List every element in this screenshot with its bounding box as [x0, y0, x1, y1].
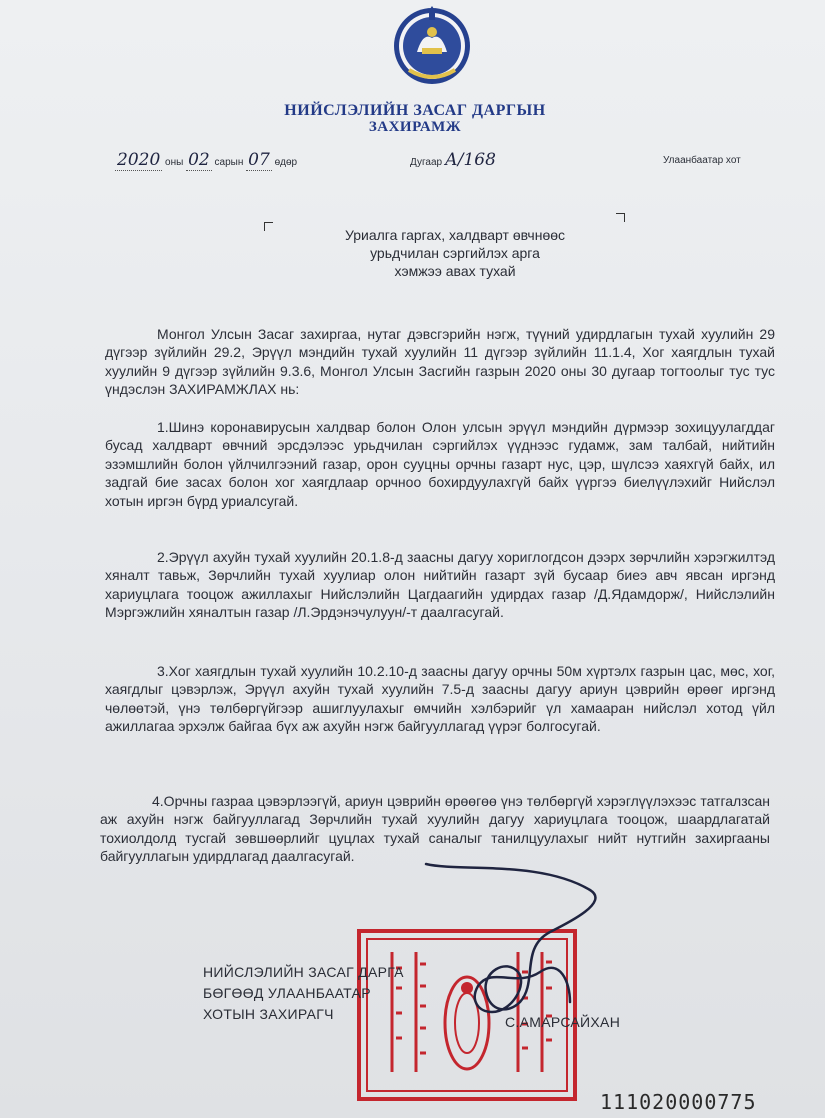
subject-corner-mark: [264, 222, 273, 231]
preamble-paragraph: Монгол Улсын Засаг захиргаа, нутаг дэвсгэрийн нэгж, түүний удирдлагын тухай хуулийн 29 дүгээр зүйлийн 29.2, Эрүүл мэндийн тухай хуулийн 11 дүгээр зүйлийн 11.1.4, Хог хаягдлын тухай хуулийн 9 дүгээр зүйлийн 9.3.6, Монгол Улсын Засгийн газрын 2020 оны 30 дугаар тогтоолыг тус тус үндэслэн ЗАХИРАМЖЛАХ нь:: [105, 326, 775, 398]
signatory-name: С.АМАРСАЙХАН: [505, 1014, 621, 1030]
signatory-title-line: НИЙСЛЭЛИЙН ЗАСАГ ДАРГА: [203, 964, 404, 980]
clause-1: 1.Шинэ коронавирусын халдвар болон Олон улсын эрүүл мэндийн дүрмээр зохицуулагддаг бусад халдварт өвчний эрсдэлээс урьдчилан сэргийлэх үүднээс гудамж, зам талбай, нийтийн эзэмшлийн болон үйлчилгээний газар, орон сууцны орчны газарт нус, цэр, шүлсээ хаяхгүй байх, ил задгай бие засах болон хог хаягдлаар орчноо бохирдуулахгүй байх үүргээ биелүүлэхийг Нийслэл хотын иргэн бүрд уриалсугай.: [105, 419, 775, 509]
subject-line: хэмжээ авах тухай: [394, 263, 516, 279]
number-value: А/168: [444, 150, 496, 170]
clause-2: 2.Эрүүл ахуйн тухай хуулийн 20.1.8-д заасны дагуу хориглогдсон дээрх зөрчлийн хэрэгжилтэд хяналт тавьж, Зөрчлийн тухай хуулиар олон нийтийн газарт зүй бусаар биеэ авч явсан иргэнд хариуцлага тооцож ажиллахыг Нийслэлийн Цагдаагийн удирдах газар /Д.Ядамдорж/, Нийслэлийн Мэргэжлийн хяналтын газар /Л.Эрдэнэчулуун/-т даалгасугай.: [105, 549, 775, 621]
document-subject: [290, 226, 620, 280]
clause-3: 3.Хог хаягдлын тухай хуулийн 10.2.10-д заасны дагуу орчны 50м хүртэлх газрын цас, мөс, хог, хаягдлыг цэвэрлэж, Эрүүл ахуйн тухай хуулийн 7.5-д заасны дагуу ариун цэврийн өрөөг иргэнд чөлөөтэй, үнэ төлбөргүйгээр ашиглуулахыг өмчийн хэлбэрийг үл хамааран нийслэл хотод үйл ажиллагаа эрхэлж байгаа бүх аж ахуйн нэгж байгууллагад үүрэг болгосугай.: [105, 663, 775, 735]
state-emblem-icon: [389, 0, 475, 92]
date-day-suffix: өдөр: [274, 157, 298, 168]
date-year: 2020: [117, 150, 161, 170]
subject-corner-mark: [616, 213, 625, 222]
date-month-suffix: сарын: [214, 157, 244, 168]
subject-line: Уриалга гаргах, халдварт өвчнөөс: [344, 227, 566, 243]
date-day: 07: [248, 150, 270, 170]
number-label: Дугаар: [410, 157, 443, 168]
signatory-title: [203, 962, 404, 1025]
date-year-suffix: оны: [165, 157, 184, 168]
signatory-title-line: ХОТЫН ЗАХИРАГЧ: [203, 1006, 334, 1022]
date-month: 02: [188, 150, 210, 170]
organization-name: НИЙСЛЭЛИЙН ЗАСАГ ДАРГЫН: [284, 102, 546, 119]
document-city: Улаанбаатар хот: [663, 155, 741, 166]
signatory-title-line: БӨГӨӨД УЛААНБААТАР: [203, 985, 371, 1001]
document-type: ЗАХИРАМЖ: [368, 119, 462, 135]
document-number: [410, 150, 496, 170]
document-date: [115, 150, 297, 171]
handwritten-signature-icon: [420, 862, 610, 1032]
serial-number: 111020000775: [600, 1090, 757, 1114]
clause-4: 4.Орчны газраа цэвэрлээгүй, ариун цэврийн өрөөгөө үнэ төлбөргүй хэрэглүүлэхээс татгалзсан аж ахуйн нэгж байгууллагад Зөрчлийн тухай хуулийн дагуу хариуцлага тооцож, шаардлагатай тохиолдолд тусгай зөвшөөрлийг цуцлах тухай саналыг танилцуулахыг нийт нутгийн захиргааны байгууллагын удирдлагад даалгасугай.: [100, 793, 770, 865]
subject-line: урьдчилан сэргийлэх арга: [370, 245, 540, 261]
